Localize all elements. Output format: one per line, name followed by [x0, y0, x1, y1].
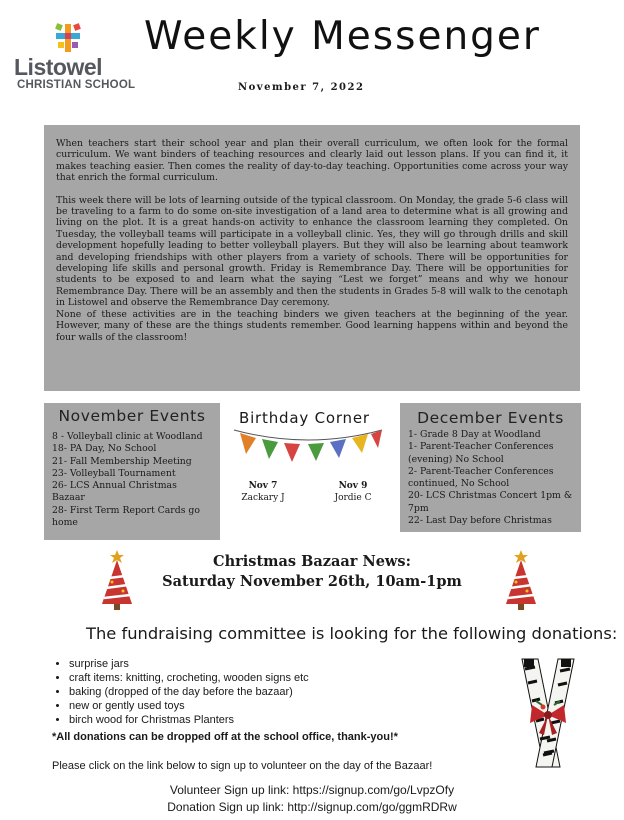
- list-item: • birch wood for Christmas Planters: [69, 713, 309, 727]
- intro-article: [44, 125, 580, 391]
- dropoff-note: *All donations can be dropped off at the school office, thank-you!*: [52, 731, 398, 743]
- bazaar-heading: [150, 552, 474, 592]
- birthday-name: Jordie C: [334, 493, 372, 503]
- birthday-entry: [238, 480, 288, 504]
- december-event: 2- Parent-Teacher Conferences continued, No School: [408, 465, 554, 490]
- list-item: • baking (dropped of the day before the bazaar): [69, 685, 309, 699]
- list-item: • craft items: knitting, crocheting, wooden signs etc: [69, 671, 309, 685]
- birch-logs-bow-icon: [520, 655, 576, 775]
- volunteer-signup-link[interactable]: Volunteer Sign up link: https://signup.com/go/LvpzOfy: [169, 783, 455, 797]
- fundraising-heading: The fundraising committee is looking for the following donations:: [86, 624, 618, 643]
- newsletter-title: Weekly Messenger: [144, 14, 541, 59]
- december-event: 22- Last Day before Christmas: [408, 515, 552, 527]
- birthday-corner-title: Birthday Corner: [239, 409, 370, 427]
- christmas-tree-icon: [96, 548, 138, 612]
- bunting-icon: [232, 428, 384, 472]
- signup-links: [120, 782, 504, 816]
- november-events-box: [44, 403, 220, 540]
- november-event: 21- Fall Membership Meeting: [52, 455, 192, 467]
- issue-date: November 7, 2022: [238, 82, 365, 93]
- list-item: • new or gently used toys: [69, 699, 309, 713]
- november-event: 23- Volleyball Tournament: [52, 467, 176, 479]
- donation-signup-link[interactable]: Donation Sign up link: http://signup.com/go/ggmRDRw: [167, 800, 457, 814]
- intro-paragraph-3: None of these activities are in the teaching binders we given teachers at the beginning of the year. However, many of these are the things students remember. Good learning happens within and beyond the four walls of the classroom!: [56, 308, 568, 343]
- intro-paragraph-2: This week there will be lots of learning outside of the typical classroom. On Monday, the grade 5-6 class will be traveling to a farm to do some on-site investigation of a land area to determine what is all growing and living on the plot. It is a great hands-on activity to enhance the classroom learning they completed. On Tuesday, the volleyball teams will participate in a volleyball clinic. Yes, they will go through drills and skill development hopefully leading to better volleyball players. But they will also be learning about teamwork and developing friendships with other players from a variety of schools. There will be opportunities for developing life skills and personal growth. Friday is Remembrance Day. There will be opportunities for students to be exposed to and learn what the saying “Lest we forget” means and why we honour Remembrance Day. There will be an assembly and then the students in Grades 5-8 will walk to the cenotaph in Listowel and observe the Remembrance Day ceremony.: [56, 194, 568, 309]
- volunteer-note: Please click on the link below to sign up to volunteer on the day of the Bazaar!: [52, 760, 433, 772]
- december-event: 1- Parent-Teacher Conferences (evening) No School: [408, 441, 554, 465]
- december-event: 20- LCS Christmas Concert 1pm & 7pm: [408, 490, 573, 514]
- december-event: 1- Grade 8 Day at Woodland: [408, 429, 541, 440]
- november-event: 8 - Volleyball clinic at Woodland: [52, 431, 203, 442]
- birthday-entry: [330, 480, 376, 504]
- bazaar-title: Christmas Bazaar News:: [213, 553, 411, 570]
- logo-subtitle: CHRISTIAN SCHOOL: [17, 79, 136, 91]
- christmas-tree-icon: [500, 548, 542, 612]
- birthday-date: Nov 9: [338, 481, 368, 491]
- intro-paragraph-1: When teachers start their school year and plan their overall curriculum, we often look for the formal curriculum. We want binders of teaching resources and clearly laid out lesson plans. If you can find it, it makes teaching easier. Then comes the reality of day-to-day teaching. Opportunities come across your way that enrich the formal curriculum.: [56, 138, 568, 184]
- birthday-date: Nov 7: [248, 481, 278, 491]
- donation-list: [55, 657, 309, 727]
- logo-wordmark: Listowel: [14, 54, 103, 80]
- november-events-title: November Events: [58, 407, 206, 425]
- birthday-name: Zackary J: [241, 493, 285, 503]
- bazaar-date: Saturday November 26th, 10am-1pm: [162, 573, 462, 590]
- list-item: • surprise jars: [69, 657, 309, 671]
- december-events-box: [400, 403, 581, 532]
- december-events-title: December Events: [417, 409, 564, 427]
- november-event: 18- PA Day, No School: [52, 443, 157, 455]
- november-event: 26- LCS Annual Christmas Bazaar: [52, 480, 177, 504]
- november-event: 28- First Term Report Cards go home: [52, 504, 200, 529]
